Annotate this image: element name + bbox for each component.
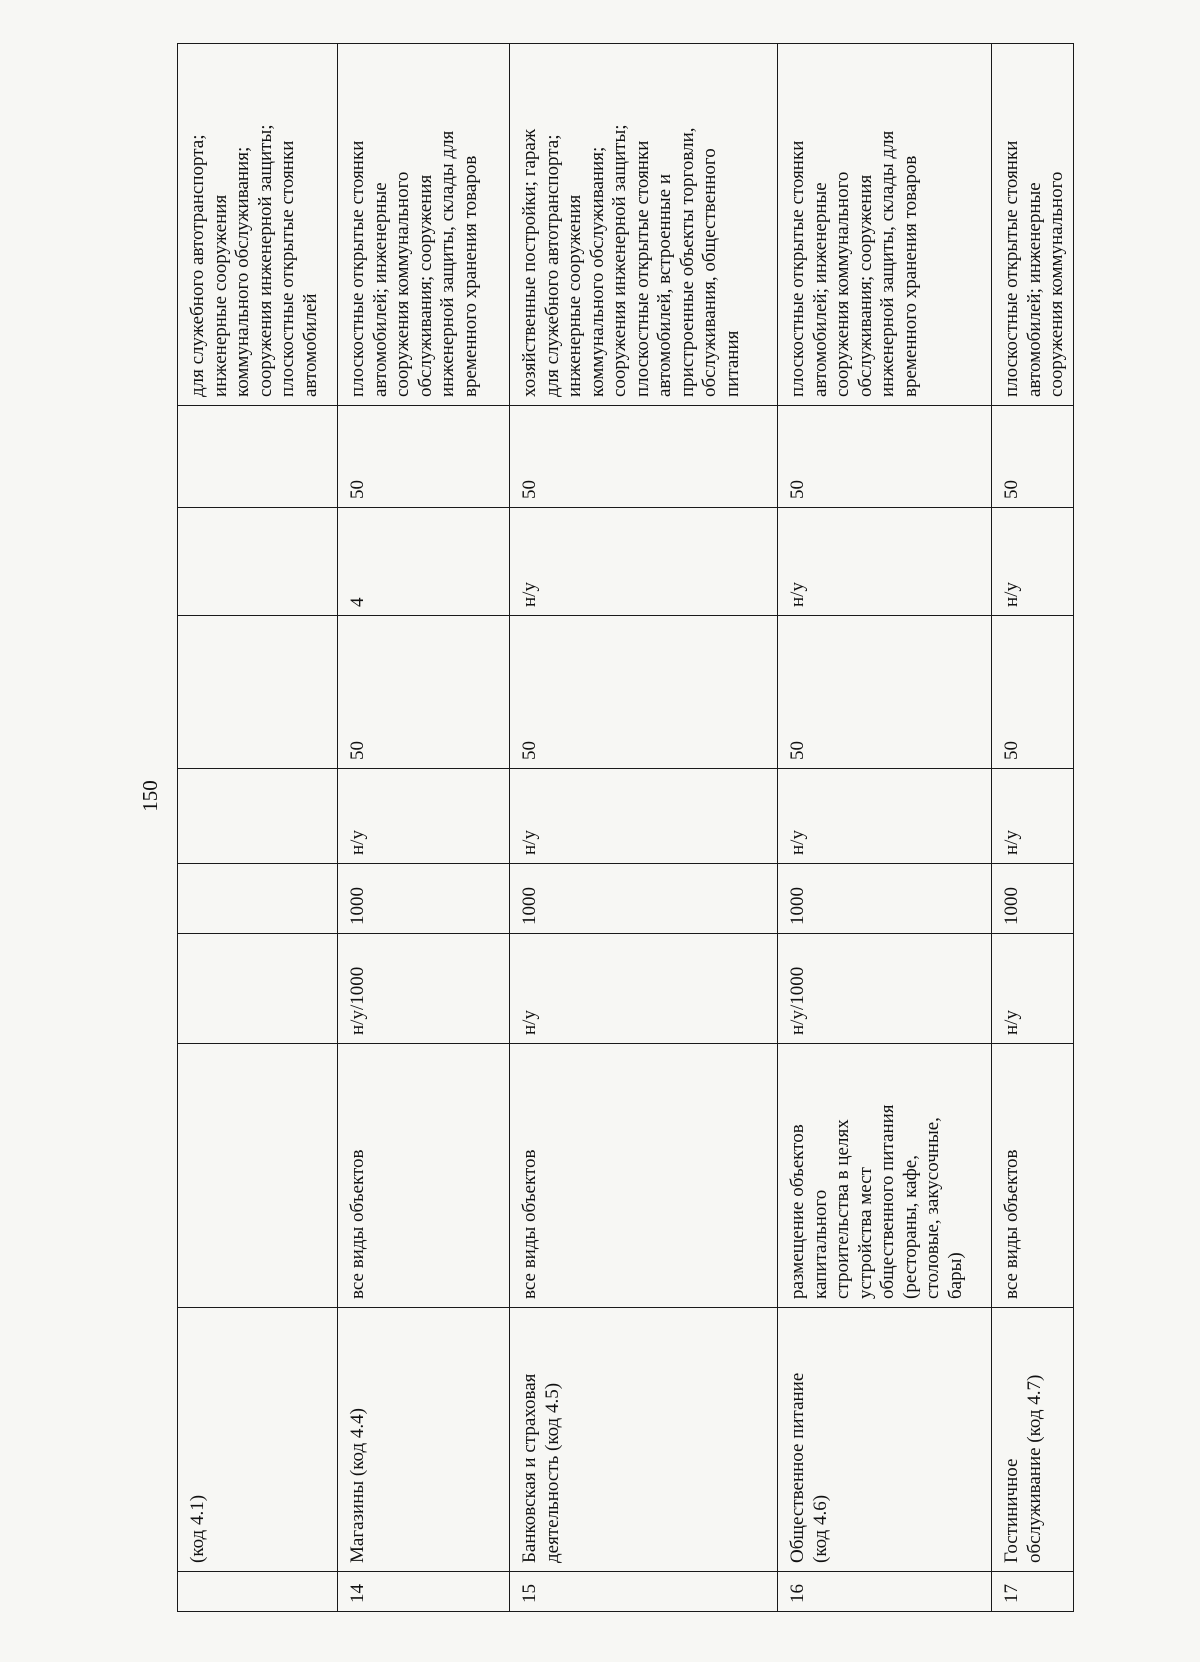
param-d-cell: 50	[338, 616, 510, 769]
table-row	[992, 44, 1074, 1612]
param-f-cell: 50	[510, 406, 778, 508]
table-row	[778, 44, 992, 1612]
param-e-cell	[178, 508, 338, 616]
land-use-type-cell: Банковская и страховая деятельность (код 4.5)	[510, 1308, 778, 1572]
page-number: 150	[138, 780, 162, 812]
table-row	[338, 44, 510, 1612]
permitted-objects-cell: все виды объектов	[510, 1044, 778, 1308]
table-row	[510, 44, 778, 1612]
param-f-cell: 50	[778, 406, 992, 508]
param-b-cell: 1000	[510, 864, 778, 934]
param-c-cell: н/у	[510, 769, 778, 864]
row-number-cell	[178, 1572, 338, 1612]
accessory-uses-cell: плоскостные открытые стоянки автомобилей; инженерные сооружения коммунального обслуживания; сооружения инженерной защиты, склады для временного хранения товаров	[778, 44, 992, 406]
param-b-cell: 1000	[778, 864, 992, 934]
row-number-cell: 17	[992, 1572, 1074, 1612]
land-use-type-cell: Гостиничное обслуживание (код 4.7)	[992, 1308, 1074, 1572]
param-c-cell: н/у	[338, 769, 510, 864]
land-use-type-cell: Магазины (код 4.4)	[338, 1308, 510, 1572]
rotated-table-wrapper	[177, 44, 1067, 1612]
param-f-cell	[178, 406, 338, 508]
permitted-objects-cell: размещение объектов капитального строительства в целях устройства мест общественного питания (рестораны, кафе, столовые, закусочные, бары)	[778, 1044, 992, 1308]
accessory-uses-cell: плоскостные открытые стоянки автомобилей; инженерные сооружения коммунального	[992, 44, 1074, 406]
zoning-regulations-table	[177, 43, 1074, 1612]
param-a-cell: н/у	[510, 934, 778, 1044]
param-e-cell: н/у	[778, 508, 992, 616]
accessory-uses-cell: хозяйственные постройки; гараж для служебного автотранспорта; инженерные сооружения коммунального обслуживания; сооружения инженерной защиты; плоскостные открытые стоянки автомобилей, встроенные и пристроенные объекты торговли, обслуживания, общественного питания	[510, 44, 778, 406]
row-number-cell: 14	[338, 1572, 510, 1612]
param-c-cell	[178, 769, 338, 864]
param-c-cell: н/у	[778, 769, 992, 864]
accessory-uses-cell: для служебного автотранспорта; инженерные сооружения коммунального обслуживания; сооружения инженерной защиты; плоскостные открытые стоянки автомобилей	[178, 44, 338, 406]
param-b-cell: 1000	[338, 864, 510, 934]
table-row	[178, 44, 338, 1612]
param-e-cell: н/у	[510, 508, 778, 616]
param-b-cell: 1000	[992, 864, 1074, 934]
param-d-cell: 50	[778, 616, 992, 769]
param-e-cell: 4	[338, 508, 510, 616]
accessory-uses-cell: плоскостные открытые стоянки автомобилей; инженерные сооружения коммунального обслуживания; сооружения инженерной защиты, склады для временного хранения товаров	[338, 44, 510, 406]
land-use-type-cell: Общественное питание (код 4.6)	[778, 1308, 992, 1572]
param-f-cell: 50	[992, 406, 1074, 508]
param-e-cell: н/у	[992, 508, 1074, 616]
param-d-cell	[178, 616, 338, 769]
permitted-objects-cell: все виды объектов	[338, 1044, 510, 1308]
param-a-cell: н/у/1000	[778, 934, 992, 1044]
param-d-cell: 50	[992, 616, 1074, 769]
row-number-cell: 15	[510, 1572, 778, 1612]
permitted-objects-cell	[178, 1044, 338, 1308]
param-a-cell	[178, 934, 338, 1044]
permitted-objects-cell: все виды объектов	[992, 1044, 1074, 1308]
param-b-cell	[178, 864, 338, 934]
param-a-cell: н/у	[992, 934, 1074, 1044]
param-a-cell: н/у/1000	[338, 934, 510, 1044]
row-number-cell: 16	[778, 1572, 992, 1612]
land-use-type-cell: (код 4.1)	[178, 1308, 338, 1572]
param-f-cell: 50	[338, 406, 510, 508]
param-c-cell: н/у	[992, 769, 1074, 864]
param-d-cell: 50	[510, 616, 778, 769]
